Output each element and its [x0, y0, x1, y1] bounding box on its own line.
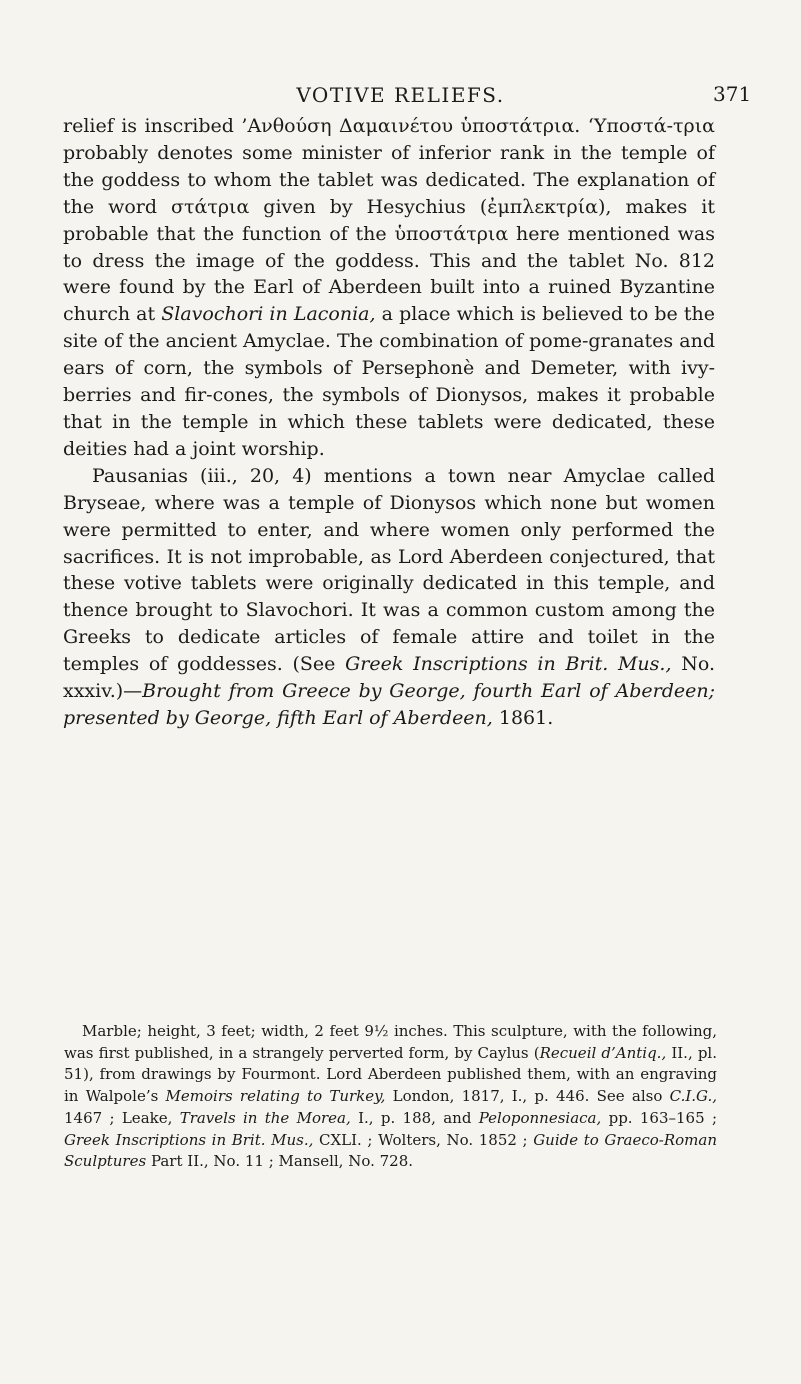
italic-citation: Guide to Graeco-Roman Sculptures: [64, 1130, 718, 1171]
text-run: London, 1817, I., p. 446. See also: [385, 1087, 670, 1106]
text-run: Pausanias (iii., 20, 4) mentions a town near Amyclae called Bryseae, where was a temple of Dionysos which none but women were permitted to enter, and where women only performed the sacrifices. It is not improbable, as Lord Aberdeen conjectured, that these votive tablets were originally dedicated in this temple, and thence brought to Slavochori. It was a common custom among the Greeks to dedicate articles of female attire and toilet in the temples of goddesses. (See: [63, 464, 715, 676]
italic-citation: Peloponnesiaca,: [478, 1108, 602, 1127]
italic-citation: Travels in the Morea,: [179, 1108, 351, 1127]
text-run: pp. 163–165 ;: [601, 1108, 718, 1127]
paragraph-pausanias: [63, 463, 715, 732]
footnote: [64, 1021, 717, 1173]
italic-citation: C.I.G.,: [669, 1087, 718, 1106]
text-run: II., pl. 51), from drawings by Fourmont. Lord Aberdeen published them, with an engraving in Walpole’s: [64, 1043, 717, 1106]
text-run: 1861.: [492, 706, 554, 729]
paragraph-inscription: [63, 113, 715, 463]
footnote-paragraph: [64, 1021, 717, 1173]
italic-citation: Memoirs relating to Turkey,: [165, 1087, 386, 1106]
text-run: Part II., No. 11 ; Mansell, No. 728.: [146, 1152, 414, 1171]
page-number: 371: [713, 82, 752, 106]
text-run: No. xxxiv.)—: [63, 653, 715, 703]
text-run: 1467 ; Leake,: [64, 1108, 180, 1127]
italic-reference: Greek Inscriptions in Brit. Mus.,: [345, 653, 672, 676]
text-run: a place which is believed to be the site of the ancient Amyclae. The combination of pome-granates and ears of corn, the symbols of Persephonè and Demeter, with ivy-berries and fir-cones, the symbols of Dionysos, makes it probable that in the temple in which these tablets were dedicated, these deities had a joint worship.: [63, 303, 716, 460]
text-run: relief is inscribed ’Ανθούση Δαμαινέτου ὑποστάτρια. ‘Υποστά-τρια probably denotes some minister of inferior rank in the temple of the goddess to whom the tablet was dedicated. The explanation of the word στάτρια given by Hesychius (ἐμπλεκτρία), makes it probable that the function of the ὑποστάτρια here mentioned was to dress the image of the goddess. This and the tablet No. 812 were found by the Earl of Aberdeen built into a ruined Byzantine church at: [63, 115, 715, 326]
italic-place-name: Slavochori in Laconia,: [161, 303, 376, 326]
italic-provenance: Brought from Greece by George, fourth Earl of Aberdeen; presented by George, fifth Earl of Aberdeen,: [63, 680, 715, 729]
italic-citation: Recueil d’Antiq.,: [539, 1043, 667, 1062]
running-title: VOTIVE RELIEFS.: [296, 83, 505, 107]
text-run: CXLI. ; Wolters, No. 1852 ;: [313, 1130, 534, 1149]
body-text: [63, 113, 715, 732]
italic-citation: Greek Inscriptions in Brit. Mus.,: [64, 1130, 314, 1149]
text-run: I., p. 188, and: [350, 1108, 479, 1127]
text-run: Marble; height, 3 feet; width, 2 feet 9½ inches. This sculpture, with the following, was first published, in a strangely perverted form, by Caylus (: [64, 1022, 717, 1062]
